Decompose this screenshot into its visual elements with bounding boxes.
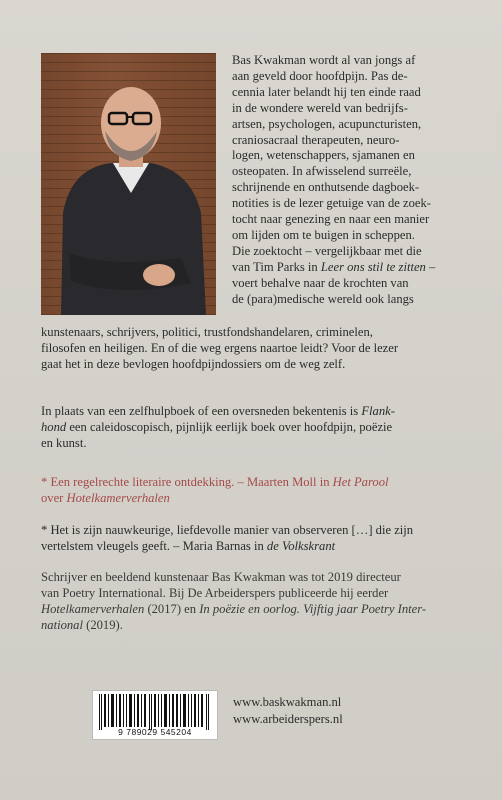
isbn-barcode <box>92 690 218 740</box>
isbn-digits: 9 789029 545204 <box>118 727 192 737</box>
link-author-site[interactable]: www.baskwakman.nl <box>233 695 342 709</box>
review-quote-moll: * Een regelrechte literaire ontdekking. – Maarten Moll in Het Parool over Hotelkamerverhalen <box>41 475 389 505</box>
bio-paragraph: Bas Kwakman wordt al van jongs af aan geveld door hoofdpijn. Pas de- cennia later belandt hij ten einde raad in de wondere wereld van bedrijfs- artsen, psychologen, acupuncturisten, craniosacraal therapeuten, neuro- logen, wetenschappers, sjamanen en osteopaten. In afwisselend surreële, schrijnende en onthutsende dagboek- notities is de lezer getuige van de zoek- tocht naar genezing en naar een manier om lijden om te buigen in scheppen. Die zoektocht – vergelijkbaar met die van Tim Parks in Leer ons stil te zitten – voert behalve naar de krochten van de (para)medische wereld ook langs <box>232 53 436 306</box>
author-photo <box>41 53 216 315</box>
review-quote-barnas: * Het is zijn nauwkeurige, liefdevolle manier van observeren […] die zijn vertelstem vleugels geeft. – Maria Barnas in de Volkskrant <box>41 523 414 553</box>
author-about: Schrijver en beeldend kunstenaar Bas Kwakman was tot 2019 directeur van Poetry International. Bij De Arbeiderspers publiceerde hij eerder Hotelkamerverhalen (2017) en In poëzie en oorlog. Vijftig jaar Poetry Inter- national (2019). <box>41 570 427 632</box>
book-summary: In plaats van een zelfhulpboek of een oversneden bekentenis is Flank- hond een caleidoscopisch, pijnlijk eerlijk boek over hoofdpijn, poëzie en kunst. <box>41 404 395 450</box>
bio-continuation: kunstenaars, schrijvers, politici, trustfondshandelaren, criminelen, filosofen en heiligen. En of die weg ergens naartoe leidt? Voor de lezer gaat het in deze bevlogen hoofdpijndossiers om de weg zelf. <box>41 325 399 371</box>
website-links <box>233 694 343 727</box>
link-publisher-site[interactable]: www.arbeiderspers.nl <box>233 711 343 726</box>
